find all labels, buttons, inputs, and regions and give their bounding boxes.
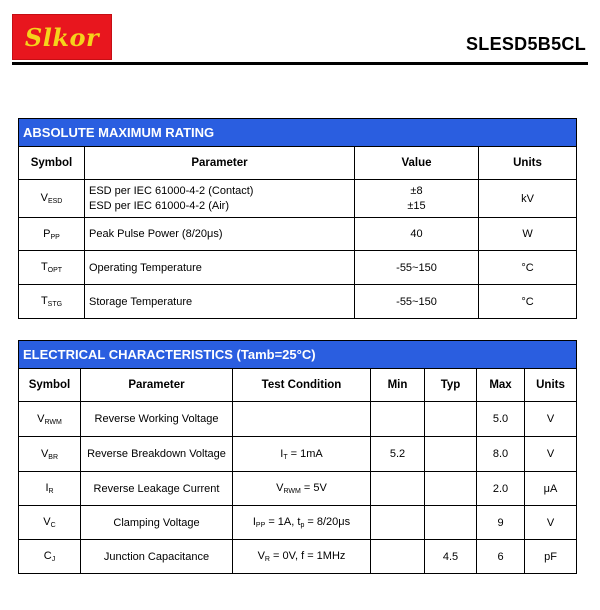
- parameter-cell: Clamping Voltage: [81, 506, 233, 540]
- unit-cell: μA: [525, 472, 577, 506]
- symbol-cell: $V_{BR}$: [19, 437, 81, 472]
- parameter-cell: Junction Capacitance: [81, 540, 233, 574]
- column-header: Typ: [425, 369, 477, 402]
- electrical-characteristics-table: [18, 340, 577, 574]
- column-header: Symbol: [19, 369, 81, 402]
- symbol-cell: $T_{OPT}$: [19, 251, 85, 285]
- column-header: Value: [355, 147, 479, 180]
- condition-cell: $I_{PP} = 1A$, $t_p = 8/20\mu s$: [233, 506, 371, 540]
- symbol-cell: $C_J$: [19, 540, 81, 574]
- parameter-cell: Storage Temperature: [85, 285, 355, 319]
- column-header: Units: [479, 147, 577, 180]
- max-cell: 5.0: [477, 402, 525, 437]
- table-row: [19, 540, 577, 574]
- value-cell: ±8 ±15: [355, 180, 479, 218]
- table-row: [19, 251, 577, 285]
- unit-cell: V: [525, 402, 577, 437]
- unit-cell: V: [525, 437, 577, 472]
- min-cell: [371, 506, 425, 540]
- column-header: Test Condition: [233, 369, 371, 402]
- table-row: [19, 285, 577, 319]
- typ-cell: [425, 506, 477, 540]
- table-row: [19, 180, 577, 218]
- column-header: Min: [371, 369, 425, 402]
- condition-cell: $V_{RWM} = 5V$: [233, 472, 371, 506]
- typ-cell: 4.5: [425, 540, 477, 574]
- unit-cell: °C: [479, 285, 577, 319]
- symbol-cell: $V_{RWM}$: [19, 402, 81, 437]
- max-cell: 2.0: [477, 472, 525, 506]
- max-cell: 8.0: [477, 437, 525, 472]
- column-header: Parameter: [85, 147, 355, 180]
- table-row: [19, 402, 577, 437]
- parameter-cell: Operating Temperature: [85, 251, 355, 285]
- brand-logo: [12, 14, 112, 60]
- logo-text: Slkor: [24, 22, 100, 52]
- max-cell: 9: [477, 506, 525, 540]
- symbol-cell: $V_C$: [19, 506, 81, 540]
- max-cell: 6: [477, 540, 525, 574]
- parameter-cell: Peak Pulse Power (8/20μs): [85, 218, 355, 251]
- section-header-band: [19, 119, 577, 147]
- unit-cell: °C: [479, 251, 577, 285]
- section-header-band: [19, 341, 577, 369]
- min-cell: [371, 472, 425, 506]
- unit-cell: W: [479, 218, 577, 251]
- header-divider: [12, 62, 588, 65]
- typ-cell: [425, 472, 477, 506]
- symbol-cell: $P_{PP}$: [19, 218, 85, 251]
- value-cell: -55~150: [355, 285, 479, 319]
- unit-cell: pF: [525, 540, 577, 574]
- min-cell: [371, 402, 425, 437]
- parameter-cell: Reverse Working Voltage: [81, 402, 233, 437]
- table-row: [19, 506, 577, 540]
- typ-cell: [425, 437, 477, 472]
- column-header: Parameter: [81, 369, 233, 402]
- table-row: [19, 437, 577, 472]
- part-number: SLESD5B5CL: [465, 34, 586, 54]
- column-header: Max: [477, 369, 525, 402]
- table-row: [19, 472, 577, 506]
- column-header: Symbol: [19, 147, 85, 180]
- parameter-cell: Reverse Leakage Current: [81, 472, 233, 506]
- typ-cell: [425, 402, 477, 437]
- section-title: ABSOLUTE MAXIMUM RATING: [19, 119, 577, 147]
- value-cell: -55~150: [355, 251, 479, 285]
- parameter-cell: ESD per IEC 61000-4-2 (Contact) ESD per IEC 61000-4-2 (Air): [85, 180, 355, 218]
- condition-cell: [233, 402, 371, 437]
- table-row: [19, 218, 577, 251]
- unit-cell: kV: [479, 180, 577, 218]
- symbol-cell: $I_R$: [19, 472, 81, 506]
- unit-cell: V: [525, 506, 577, 540]
- value-cell: 40: [355, 218, 479, 251]
- min-cell: 5.2: [371, 437, 425, 472]
- column-header: Units: [525, 369, 577, 402]
- symbol-cell: $V_{ESD}$: [19, 180, 85, 218]
- condition-cell: $I_T = 1mA$: [233, 437, 371, 472]
- symbol-cell: $T_{STG}$: [19, 285, 85, 319]
- condition-cell: $V_R = 0V$, f = 1MHz: [233, 540, 371, 574]
- section-title: ELECTRICAL CHARACTERISTICS (Tamb=25°C): [19, 341, 577, 369]
- parameter-cell: Reverse Breakdown Voltage: [81, 437, 233, 472]
- min-cell: [371, 540, 425, 574]
- absolute-maximum-rating-table: [18, 118, 577, 319]
